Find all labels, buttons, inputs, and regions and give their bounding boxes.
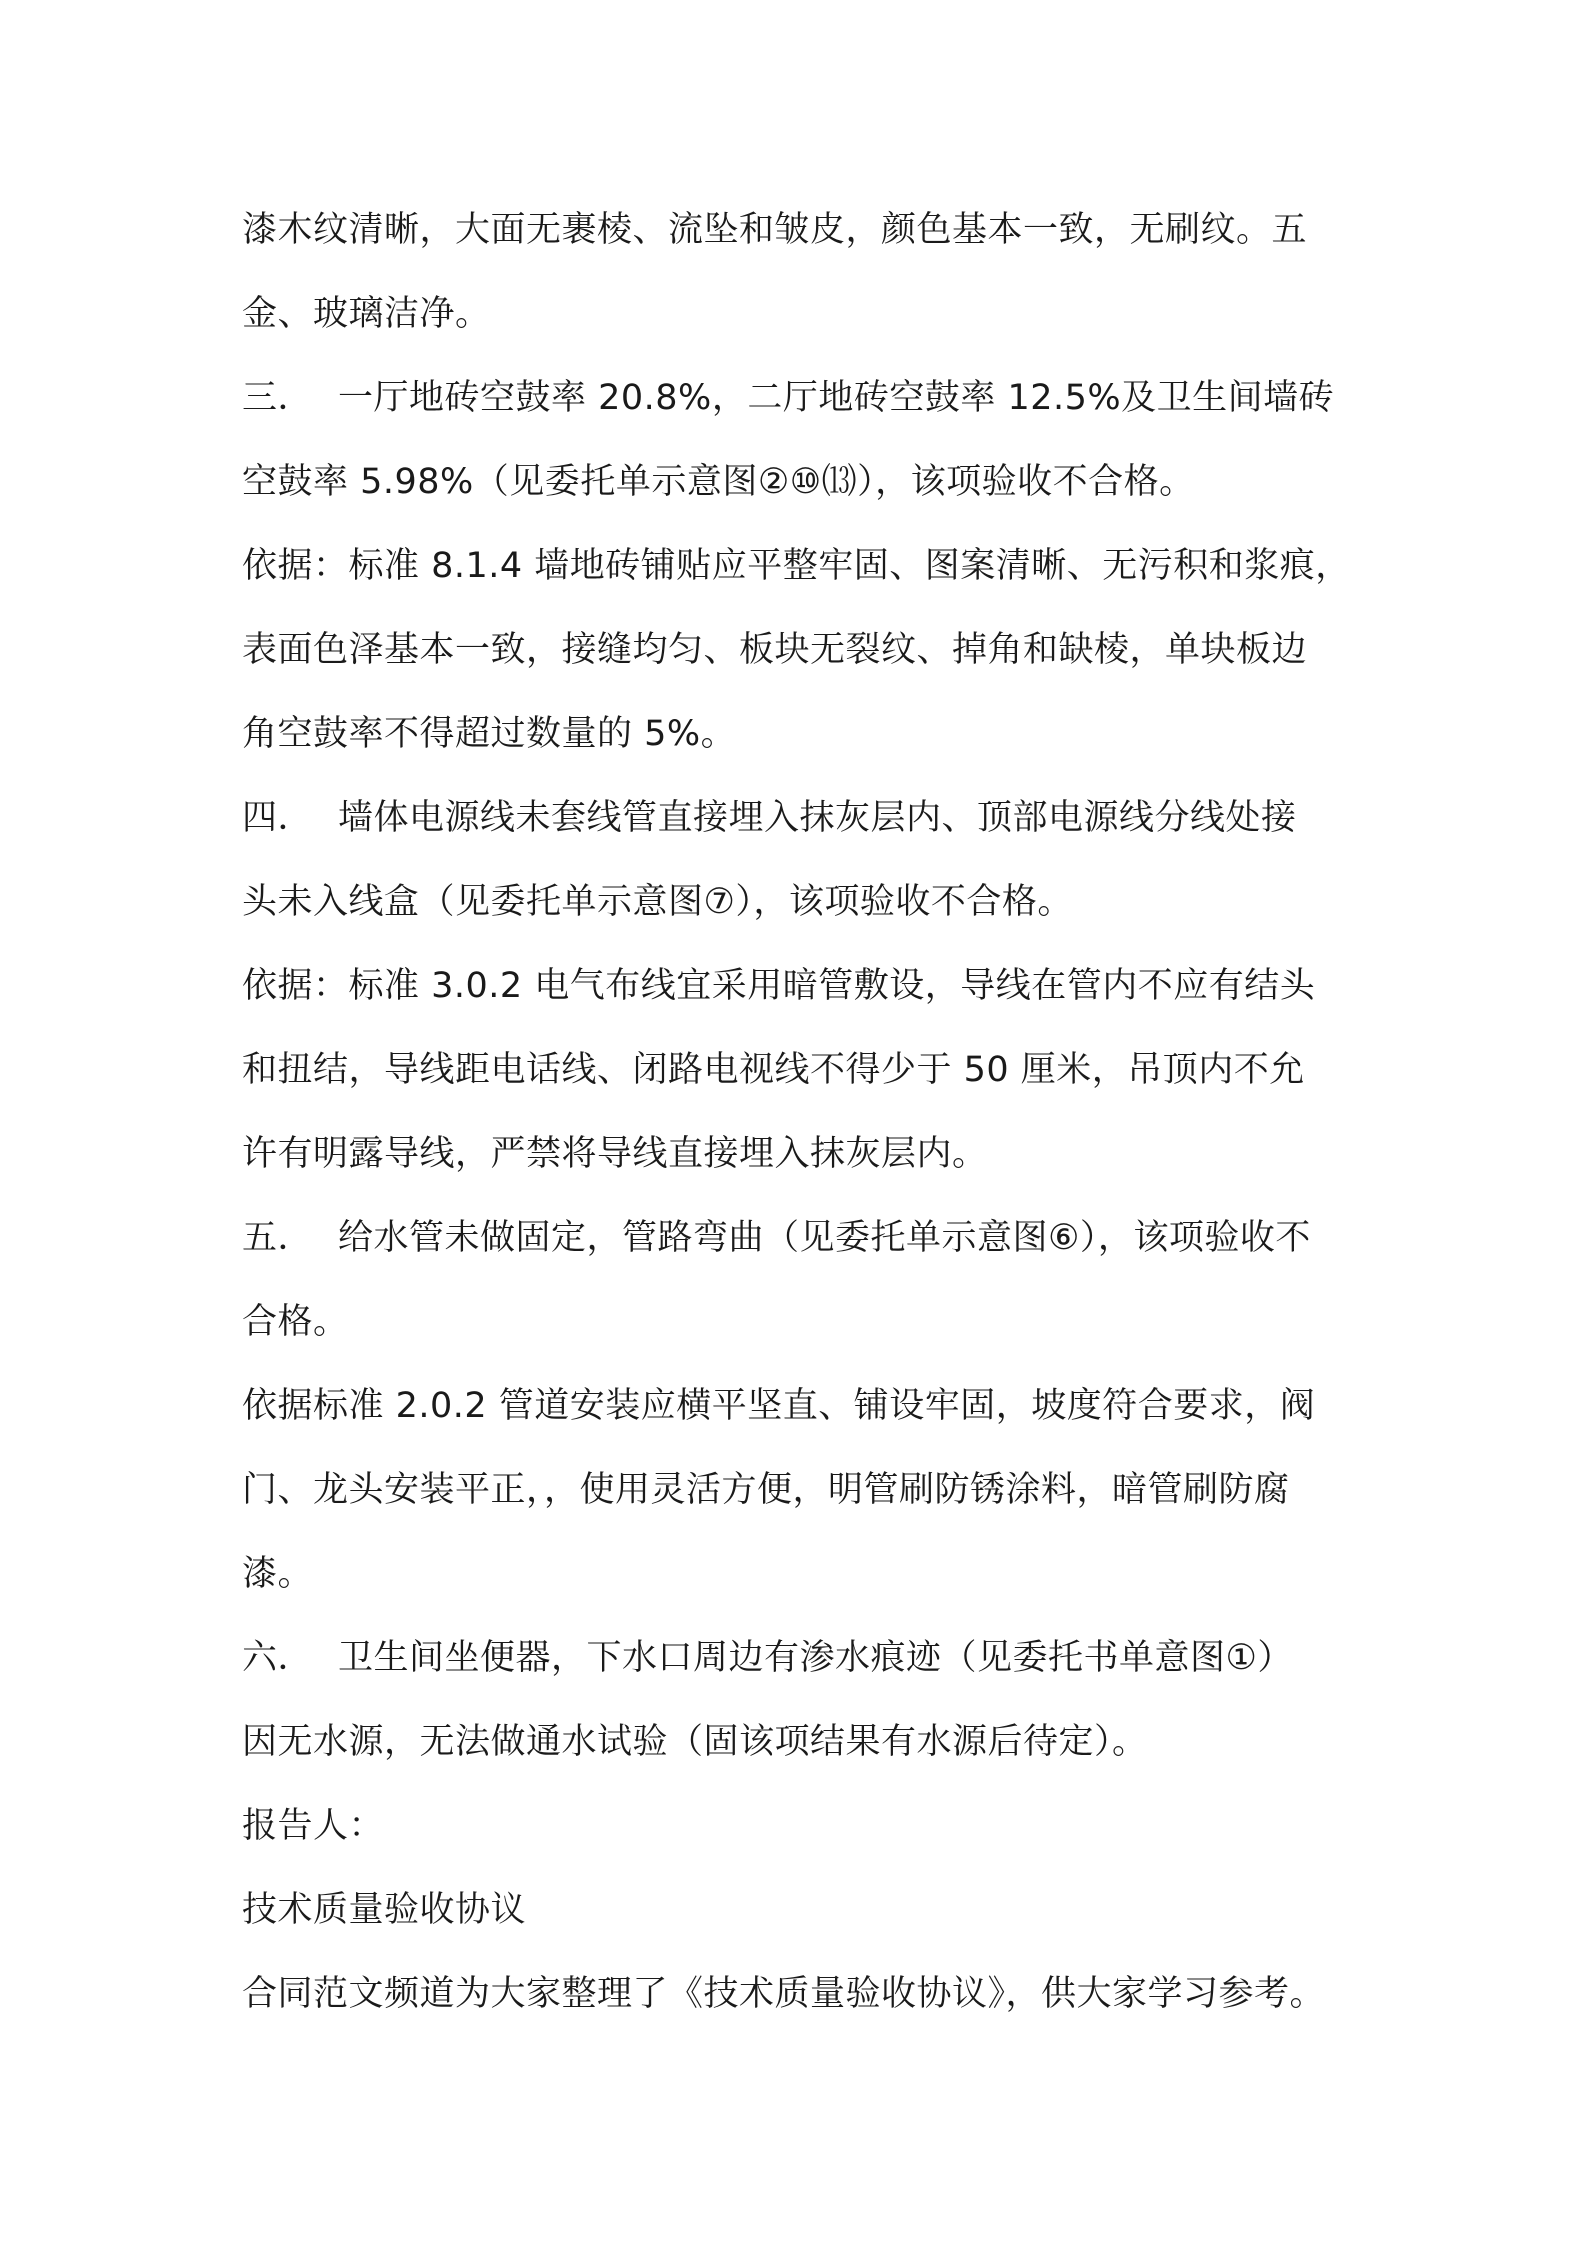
reporter-line: 报告人：: [242, 1806, 385, 1846]
text-line: 空鼓率 5.98%（见委托单示意图②⑩⒀），该项验收不合格。: [242, 462, 1195, 502]
section-five-line: [242, 1208, 1362, 1292]
agreement-title: 技术质量验收协议: [242, 1890, 527, 1930]
section-text: 墙体电源线未套线管直接埋入抹灰层内、顶部电源线分线处接: [338, 798, 1297, 838]
text-line: 合格。: [242, 1302, 349, 1342]
text-line: 漆木纹清晰，大面无裹棱、流坠和皱皮，颜色基本一致，无刷纹。五: [242, 210, 1308, 250]
text-line: 漆。: [242, 1554, 314, 1594]
section-text: 一厅地砖空鼓率 20.8%，二厅地砖空鼓率 12.5%及卫生间墙砖: [338, 378, 1335, 418]
text-line: 门、龙头安装平正，，使用灵活方便，明管刷防锈涂料，暗管刷防腐: [242, 1470, 1290, 1510]
section-six-line: [242, 1628, 1362, 1712]
section-four-line: [242, 788, 1362, 872]
section-number: 四．: [242, 798, 314, 838]
text-line: 许有明露导线，严禁将导线直接埋入抹灰层内。: [242, 1134, 988, 1174]
text-line: 头未入线盒（见委托单示意图⑦），该项验收不合格。: [242, 882, 1073, 922]
intro-line: 合同范文频道为大家整理了《技术质量验收协议》，供大家学习参考。: [242, 1974, 1326, 2014]
text-line: 依据：标准 8.1.4 墙地砖铺贴应平整牢固、图案清晰、无污积和浆痕，: [242, 546, 1351, 586]
section-text: 卫生间坐便器，下水口周边有渗水痕迹（见委托书单意图①）: [338, 1638, 1293, 1678]
section-three-line: [242, 368, 1362, 452]
text-line: 依据标准 2.0.2 管道安装应横平坚直、铺设牢固，坡度符合要求，阀: [242, 1386, 1316, 1426]
section-number: 五．: [242, 1218, 314, 1258]
section-text: 给水管未做固定，管路弯曲（见委托单示意图⑥），该项验收不: [338, 1218, 1311, 1258]
text-line: 表面色泽基本一致，接缝均匀、板块无裂纹、掉角和缺棱，单块板边: [242, 630, 1308, 670]
document-body: [242, 200, 1362, 2048]
section-number: 三．: [242, 378, 314, 418]
text-line: 依据：标准 3.0.2 电气布线宜采用暗管敷设，导线在管内不应有结头: [242, 966, 1316, 1006]
text-line: 因无水源，无法做通水试验（固该项结果有水源后待定）。: [242, 1722, 1148, 1762]
text-line: 金、玻璃洁净。: [242, 294, 491, 334]
text-line: 和扭结，导线距电话线、闭路电视线不得少于 50 厘米，吊顶内不允: [242, 1050, 1305, 1090]
text-line: 角空鼓率不得超过数量的 5%。: [242, 714, 737, 754]
section-number: 六．: [242, 1638, 314, 1678]
